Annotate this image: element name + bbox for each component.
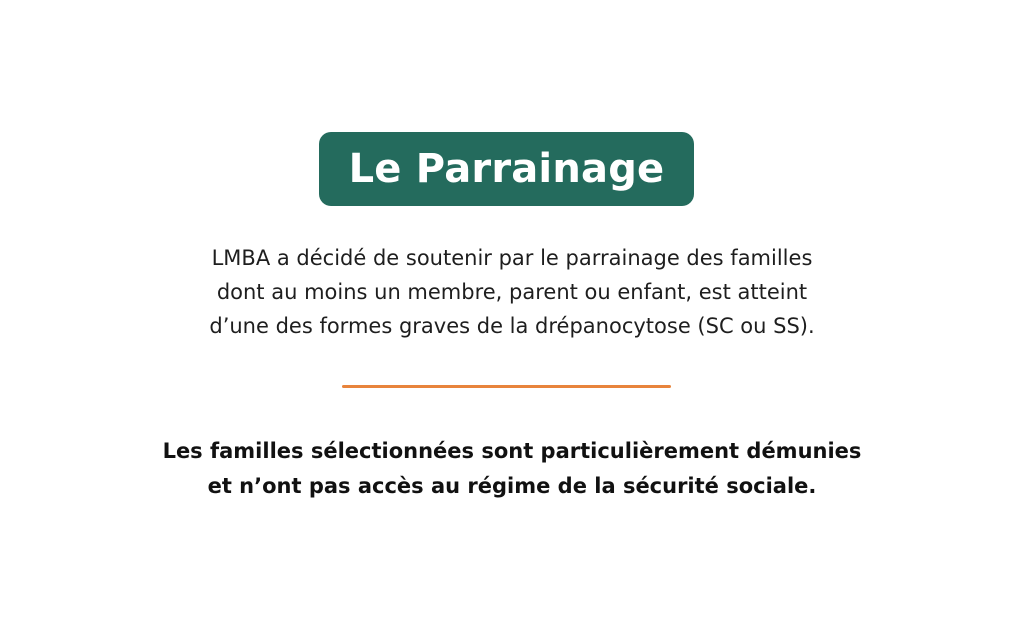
page-title: Le Parrainage	[348, 146, 665, 192]
title-badge	[319, 132, 694, 206]
intro-line: d’une des formes graves de la drépanocytose (SC ou SS).	[209, 314, 815, 338]
intro-line: LMBA a décidé de soutenir par le parrainage des familles	[211, 246, 813, 270]
highlight-line: et n’ont pas accès au régime de la sécurité sociale.	[207, 474, 817, 498]
intro-line: dont au moins un membre, parent ou enfant, est atteint	[216, 280, 808, 304]
highlight-line: Les familles sélectionnées sont particulièrement démunies	[162, 439, 862, 463]
intro-paragraph	[112, 241, 912, 343]
orange-divider	[342, 385, 671, 388]
highlight-paragraph	[62, 434, 962, 504]
